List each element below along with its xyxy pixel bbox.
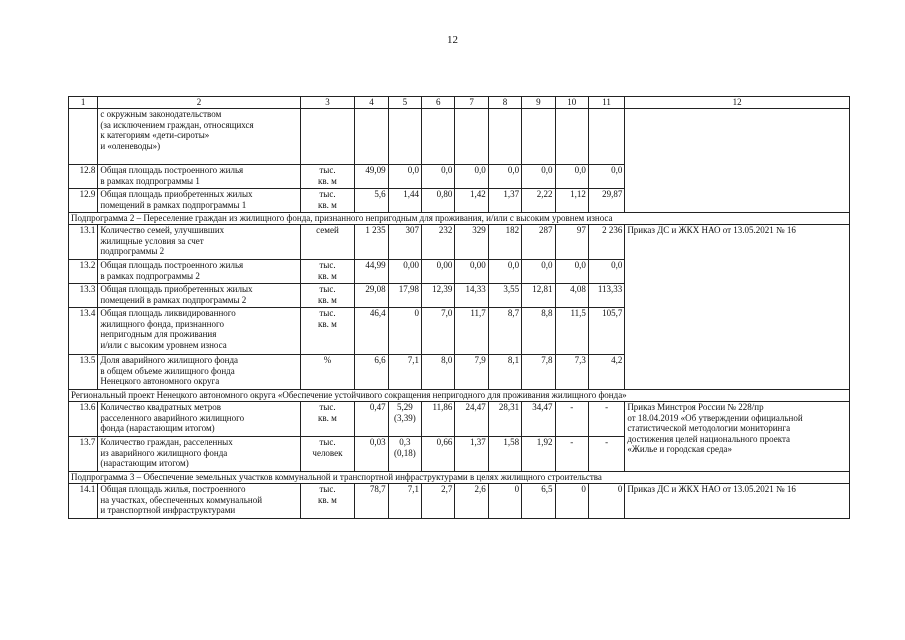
value-cell: 0	[555, 484, 588, 519]
value-cell: 0,00	[422, 260, 455, 284]
table-row	[69, 225, 850, 260]
value-cell: 34,47	[522, 402, 555, 437]
indicator-name-cell: Доля аварийного жилищного фонда в общем объеме жилищного фонда Ненецкого автономного округа	[98, 355, 300, 390]
page-number: 12	[447, 34, 458, 46]
indicator-name-cell: Общая площадь приобретенных жилых помещений в рамках подпрограммы 1	[98, 189, 300, 213]
unit-cell: тыс. кв. м	[300, 189, 355, 213]
value-cell: 0,0	[555, 260, 588, 284]
table-row	[69, 402, 850, 437]
value-cell: 113,33	[588, 284, 624, 308]
value-cell: 105,7	[588, 308, 624, 355]
indicator-name-cell: Количество квадратных метров расселенного аварийного жилищного фонда (нарастающим итогом)	[98, 402, 300, 437]
value-cell: 44,99	[355, 260, 388, 284]
unit-cell: тыс. кв. м	[300, 165, 355, 189]
table-body	[69, 97, 850, 519]
value-cell: 0,80	[422, 189, 455, 213]
value-cell: 0,3 (0,18)	[388, 437, 421, 472]
table-row	[69, 109, 850, 165]
value-cell: 78,7	[355, 484, 388, 519]
value-cell: 1 235	[355, 225, 388, 260]
section-heading: Региональный проект Ненецкого автономного округа «Обеспечение устойчивого сокращения непригодного для проживания жилищного фонда»	[69, 390, 850, 402]
indicator-name-cell: Общая площадь построенного жилья в рамках подпрограммы 1	[98, 165, 300, 189]
note-cell: Приказ ДС и ЖКХ НАО от 13.05.2021 № 16	[625, 484, 850, 519]
value-cell: 0,0	[588, 260, 624, 284]
header-row	[69, 97, 850, 109]
value-cell: 7,3	[555, 355, 588, 390]
value-cell: 2,22	[522, 189, 555, 213]
note-cell: Приказ ДС и ЖКХ НАО от 13.05.2021 № 16	[625, 225, 850, 390]
value-cell: 12,39	[422, 284, 455, 308]
value-cell: 0,0	[455, 165, 488, 189]
header-cell: 3	[300, 97, 355, 109]
row-number-cell: 13.3	[69, 284, 98, 308]
value-cell: 0,0	[488, 260, 521, 284]
value-cell: 2 236	[588, 225, 624, 260]
value-cell: 7,9	[455, 355, 488, 390]
value-cell: -	[555, 437, 588, 472]
unit-cell: тыс. человек	[300, 437, 355, 472]
value-cell: 0,0	[422, 165, 455, 189]
value-cell: 7,8	[522, 355, 555, 390]
value-cell: 307	[388, 225, 421, 260]
header-cell: 6	[422, 97, 455, 109]
header-cell: 1	[69, 97, 98, 109]
indicators-table	[68, 96, 850, 519]
value-cell: 6,5	[522, 484, 555, 519]
value-cell: 0,0	[522, 165, 555, 189]
value-cell: 0	[588, 484, 624, 519]
value-cell: 2,7	[422, 484, 455, 519]
unit-cell: тыс. кв. м	[300, 308, 355, 355]
indicator-name-cell: Общая площадь ликвидированного жилищного фонда, признанного непригодным для проживания и/или с высоким уровнем износа	[98, 308, 300, 355]
value-cell: 8,1	[488, 355, 521, 390]
value-cell: 1,58	[488, 437, 521, 472]
value-cell	[355, 109, 388, 165]
value-cell: 8,7	[488, 308, 521, 355]
value-cell: -	[588, 402, 624, 437]
value-cell	[455, 109, 488, 165]
row-number-cell: 13.5	[69, 355, 98, 390]
indicator-name-cell: Общая площадь приобретенных жилых помещений в рамках подпрограммы 2	[98, 284, 300, 308]
value-cell: 28,31	[488, 402, 521, 437]
value-cell: 0,00	[388, 260, 421, 284]
value-cell: 0,0	[388, 165, 421, 189]
value-cell: 1,37	[455, 437, 488, 472]
value-cell	[555, 109, 588, 165]
value-cell	[588, 109, 624, 165]
indicator-name-cell: Общая площадь жилья, построенного на участках, обеспеченных коммунальной и транспортной инфраструктурами	[98, 484, 300, 519]
value-cell: 0,0	[522, 260, 555, 284]
value-cell: 5,6	[355, 189, 388, 213]
value-cell: 14,33	[455, 284, 488, 308]
section-row	[69, 213, 850, 225]
value-cell: 8,8	[522, 308, 555, 355]
value-cell	[488, 109, 521, 165]
value-cell: 17,98	[388, 284, 421, 308]
value-cell: 7,1	[388, 355, 421, 390]
value-cell	[422, 109, 455, 165]
header-cell: 10	[555, 97, 588, 109]
value-cell: 329	[455, 225, 488, 260]
value-cell: 0,47	[355, 402, 388, 437]
section-row	[69, 472, 850, 484]
value-cell: 5,29 (3,39)	[388, 402, 421, 437]
value-cell: 3,55	[488, 284, 521, 308]
value-cell: 232	[422, 225, 455, 260]
value-cell: 11,7	[455, 308, 488, 355]
value-cell: 24,47	[455, 402, 488, 437]
row-number-cell: 13.6	[69, 402, 98, 437]
value-cell	[388, 109, 421, 165]
header-cell: 2	[98, 97, 300, 109]
row-number-cell: 13.2	[69, 260, 98, 284]
value-cell: 1,12	[555, 189, 588, 213]
row-number-cell: 12.8	[69, 165, 98, 189]
value-cell: 2,6	[455, 484, 488, 519]
value-cell: 0	[388, 308, 421, 355]
value-cell: 12,81	[522, 284, 555, 308]
unit-cell: семей	[300, 225, 355, 260]
value-cell: 1,42	[455, 189, 488, 213]
value-cell: 7,0	[422, 308, 455, 355]
unit-cell: тыс. кв. м	[300, 260, 355, 284]
row-number-cell: 12.9	[69, 189, 98, 213]
value-cell: 182	[488, 225, 521, 260]
section-heading: Подпрограмма 2 – Переселение граждан из жилищного фонда, признанного непригодным для проживания, и/или с высоким уровнем износа	[69, 213, 850, 225]
value-cell: 0,00	[455, 260, 488, 284]
row-number-cell: 13.4	[69, 308, 98, 355]
value-cell	[522, 109, 555, 165]
row-number-cell: 13.1	[69, 225, 98, 260]
value-cell	[300, 109, 355, 165]
header-cell: 7	[455, 97, 488, 109]
value-cell: -	[555, 402, 588, 437]
header-cell: 4	[355, 97, 388, 109]
table-row	[69, 484, 850, 519]
value-cell: 0,0	[555, 165, 588, 189]
value-cell: 46,4	[355, 308, 388, 355]
row-number-cell: 13.7	[69, 437, 98, 472]
value-cell: 287	[522, 225, 555, 260]
value-cell: 0,66	[422, 437, 455, 472]
header-cell: 8	[488, 97, 521, 109]
value-cell: 29,08	[355, 284, 388, 308]
unit-cell: тыс. кв. м	[300, 484, 355, 519]
value-cell: 1,37	[488, 189, 521, 213]
value-cell: -	[588, 437, 624, 472]
section-heading: Подпрограмма 3 – Обеспечение земельных участков коммунальной и транспортной инфраструктурами в целях жилищного строительства	[69, 472, 850, 484]
header-cell: 9	[522, 97, 555, 109]
value-cell: 6,6	[355, 355, 388, 390]
note-cell	[625, 109, 850, 213]
value-cell: 0	[488, 484, 521, 519]
indicator-name-cell: Количество граждан, расселенных из аварийного жилищного фонда (нарастающим итогом)	[98, 437, 300, 472]
indicator-name-cell: Общая площадь построенного жилья в рамках подпрограммы 2	[98, 260, 300, 284]
value-cell: 7,1	[388, 484, 421, 519]
unit-cell: %	[300, 355, 355, 390]
row-number-cell: 14.1	[69, 484, 98, 519]
unit-cell: тыс. кв. м	[300, 284, 355, 308]
value-cell: 11,5	[555, 308, 588, 355]
indicator-name-cell: Количество семей, улучшивших жилищные условия за счет подпрограммы 2	[98, 225, 300, 260]
indicator-name-cell: с окружным законодательством (за исключением граждан, относящихся к категориям «дети-сироты» и «оленеводы»)	[98, 109, 300, 165]
value-cell: 4,2	[588, 355, 624, 390]
value-cell: 1,92	[522, 437, 555, 472]
header-cell: 12	[625, 97, 850, 109]
header-cell: 11	[588, 97, 624, 109]
value-cell: 11,86	[422, 402, 455, 437]
value-cell: 0,0	[588, 165, 624, 189]
value-cell: 1,44	[388, 189, 421, 213]
value-cell: 8,0	[422, 355, 455, 390]
value-cell: 29,87	[588, 189, 624, 213]
row-number-cell	[69, 109, 98, 165]
unit-cell: тыс. кв. м	[300, 402, 355, 437]
section-row	[69, 390, 850, 402]
value-cell: 49,09	[355, 165, 388, 189]
value-cell: 0,0	[488, 165, 521, 189]
header-cell: 5	[388, 97, 421, 109]
value-cell: 0,03	[355, 437, 388, 472]
value-cell: 97	[555, 225, 588, 260]
value-cell: 4,08	[555, 284, 588, 308]
note-cell: Приказ Минстроя России № 228/пр от 18.04.2019 «Об утверждении официальной статистической методологии мониторинга достижения целей национального проекта «Жилье и городская среда»	[625, 402, 850, 472]
